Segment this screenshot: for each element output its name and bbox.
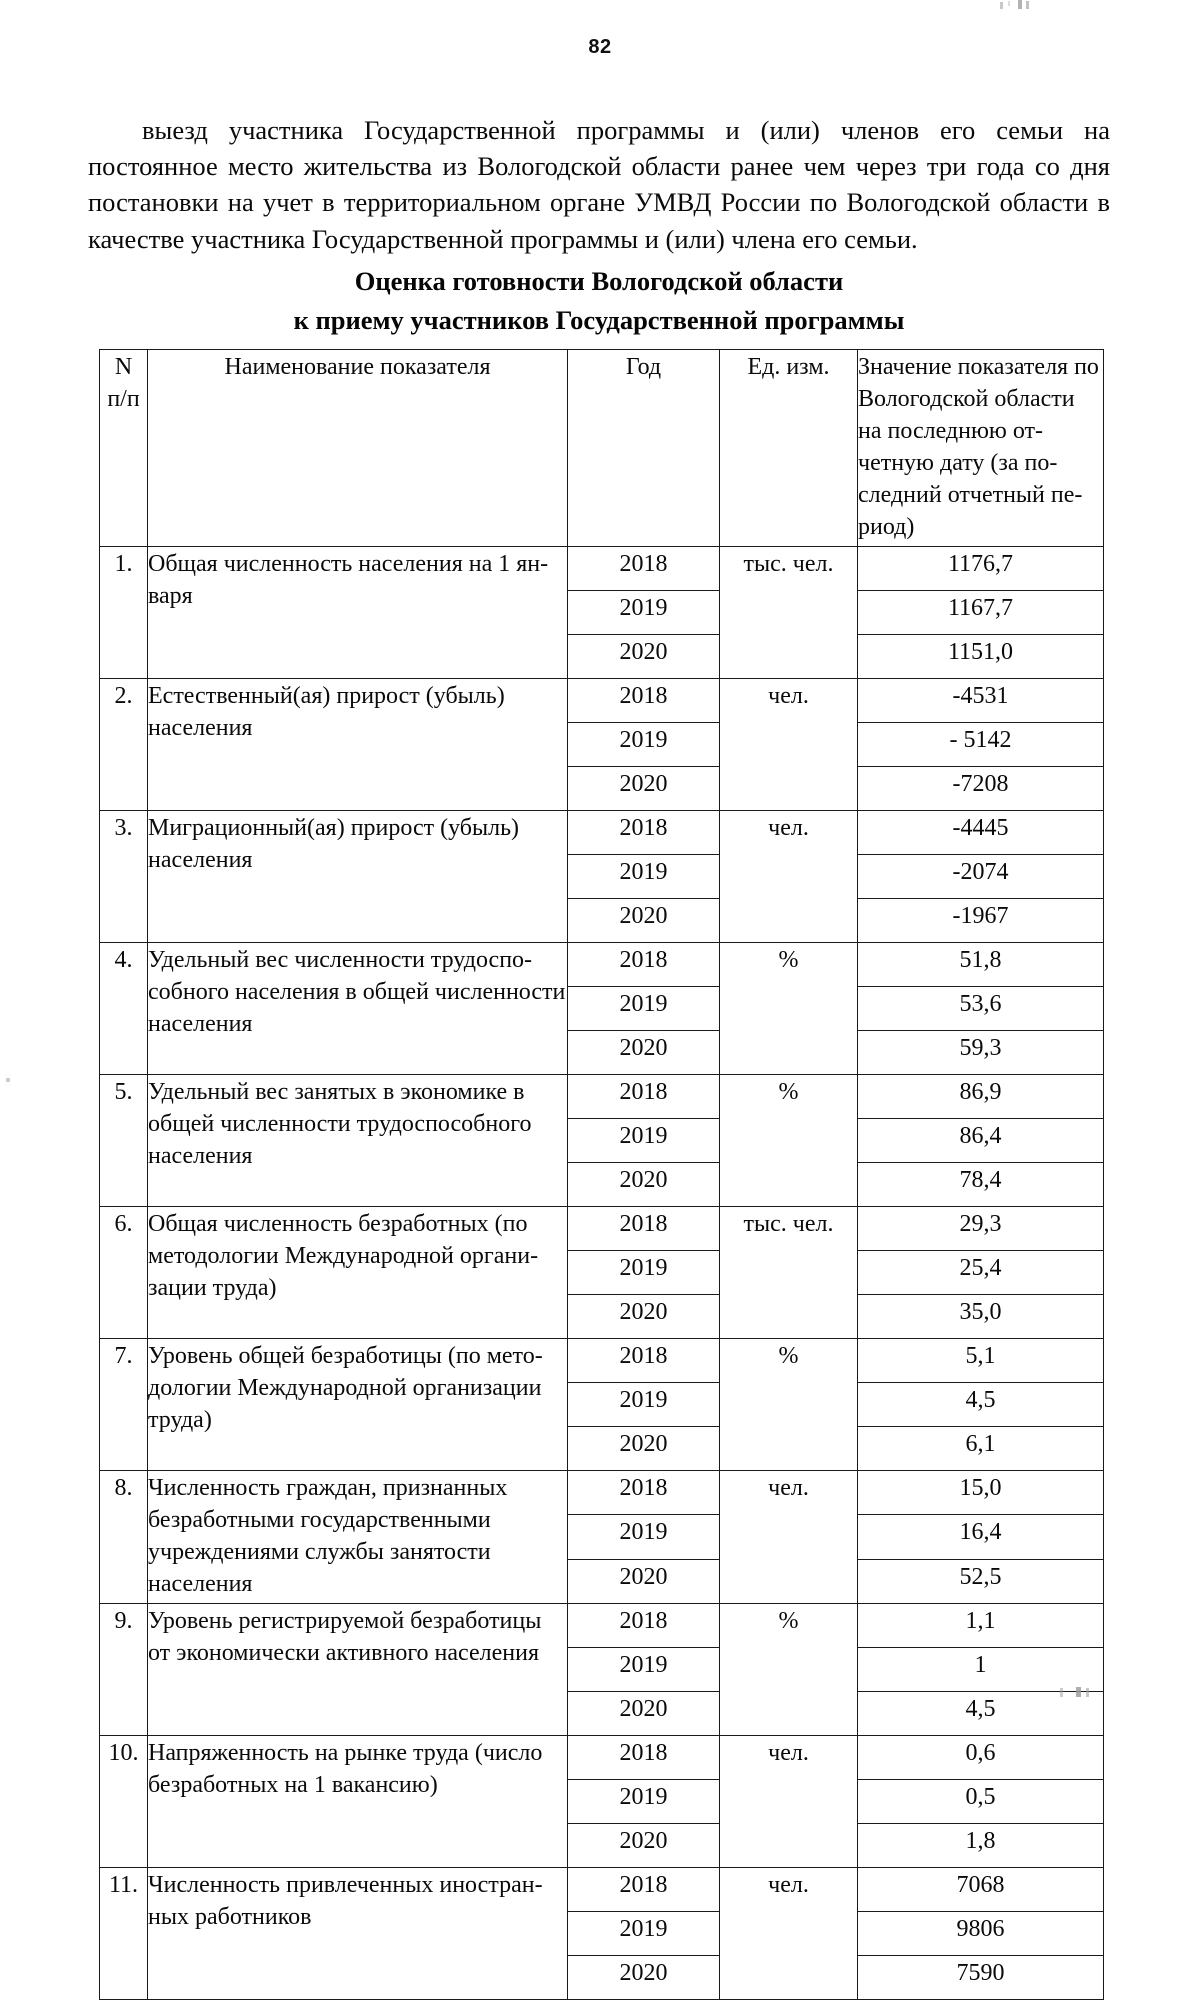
cell-year: 2018 (568, 679, 720, 723)
scan-artifact (1000, 2, 1003, 9)
cell-year: 2019 (568, 1912, 720, 1956)
indicators-table (99, 349, 1104, 2000)
cell-row-number: 2. (100, 679, 148, 811)
cell-row-number: 3. (100, 811, 148, 943)
body-paragraph: выезд участника Государственной программы и (или) членов его семьи на постоянное место жительства из Вологодской области ранее чем через три года со дня постановки на учет в территориальном органе УМВД России по Вологодской области в качестве участника Государственной программы и (или) члена его семьи. (88, 115, 1110, 254)
cell-indicator-name: Уровень регистрируемой безработицы от экономически активного населения (148, 1604, 568, 1736)
cell-row-number: 7. (100, 1339, 148, 1471)
indicators-table-container (99, 349, 1103, 2000)
column-header-number-line1: N (114, 354, 133, 380)
cell-year: 2020 (568, 1031, 720, 1075)
cell-year: 2020 (568, 1692, 720, 1736)
cell-indicator-name: Общая численность безработных (по методологии Международной организации труда) (148, 1207, 568, 1339)
cell-year: 2019 (568, 1251, 720, 1295)
column-header-year: Год (568, 350, 720, 547)
column-header-number-line2: п/п (107, 386, 140, 412)
cell-year: 2019 (568, 1515, 720, 1559)
cell-year: 2019 (568, 987, 720, 1031)
cell-value: -2074 (858, 855, 1104, 899)
cell-unit: чел. (720, 1471, 858, 1604)
cell-row-number: 8. (100, 1471, 148, 1604)
cell-row-number: 11. (100, 1868, 148, 2000)
table-row (100, 547, 1104, 591)
cell-year: 2020 (568, 635, 720, 679)
cell-year: 2019 (568, 723, 720, 767)
cell-value: 29,3 (858, 1207, 1104, 1251)
cell-value: -4531 (858, 679, 1104, 723)
cell-value: 35,0 (858, 1295, 1104, 1339)
cell-value: 86,4 (858, 1119, 1104, 1163)
cell-year: 2020 (568, 1956, 720, 2000)
cell-row-number: 9. (100, 1604, 148, 1736)
cell-row-number: 6. (100, 1207, 148, 1339)
table-row (100, 1207, 1104, 1251)
cell-unit: % (720, 1339, 858, 1471)
cell-unit: % (720, 1604, 858, 1736)
cell-indicator-name: Численность привлеченных иностранных работников (148, 1868, 568, 2000)
cell-year: 2019 (568, 1648, 720, 1692)
cell-year: 2020 (568, 767, 720, 811)
cell-value: 15,0 (858, 1471, 1104, 1515)
page-number: 82 (588, 36, 612, 58)
cell-indicator-name: Миграционный(ая) прирост (убыль) населения (148, 811, 568, 943)
cell-year: 2019 (568, 1119, 720, 1163)
cell-value: 78,4 (858, 1163, 1104, 1207)
cell-value: 7590 (858, 1956, 1104, 2000)
table-row (100, 1075, 1104, 1119)
cell-year: 2018 (568, 943, 720, 987)
cell-year: 2018 (568, 1604, 720, 1648)
cell-value: 86,9 (858, 1075, 1104, 1119)
cell-year: 2019 (568, 1780, 720, 1824)
cell-year: 2020 (568, 1559, 720, 1603)
cell-unit: тыс. чел. (720, 547, 858, 679)
table-body (100, 547, 1104, 2000)
cell-indicator-name: Уровень общей безработицы (по методологии Международной организации труда) (148, 1339, 568, 1471)
cell-row-number: 4. (100, 943, 148, 1075)
cell-indicator-name: Численность граждан, признанных безработными государственными учреждениями службы занятости населения (148, 1471, 568, 1604)
scan-artifact (1076, 1687, 1081, 1697)
cell-year: 2020 (568, 1427, 720, 1471)
cell-unit: % (720, 1075, 858, 1207)
table-row (100, 1471, 1104, 1515)
scan-artifact (6, 1078, 10, 1082)
cell-row-number: 10. (100, 1736, 148, 1868)
cell-value: 1 (858, 1648, 1104, 1692)
table-row (100, 811, 1104, 855)
cell-value: 4,5 (858, 1692, 1104, 1736)
cell-unit: тыс. чел. (720, 1207, 858, 1339)
cell-indicator-name: Напряженность на рынке труда (число безработных на 1 вакансию) (148, 1736, 568, 1868)
table-row (100, 1868, 1104, 1912)
scan-artifact (1086, 1688, 1089, 1697)
page-title (88, 262, 1110, 340)
cell-year: 2018 (568, 1736, 720, 1780)
cell-unit: чел. (720, 679, 858, 811)
page-title-line-2: к приему участников Государственной программы (293, 305, 905, 335)
cell-value: 53,6 (858, 987, 1104, 1031)
column-header-value: Значение показателя по Вологодской области на последнюю отчетную дату (за последний отчетный период) (858, 350, 1104, 547)
cell-value: 51,8 (858, 943, 1104, 987)
scan-artifact (1026, 1, 1029, 9)
cell-year: 2018 (568, 547, 720, 591)
cell-value: 52,5 (858, 1559, 1104, 1603)
cell-value: 0,5 (858, 1780, 1104, 1824)
column-header-unit: Ед. изм. (720, 350, 858, 547)
cell-value: 7068 (858, 1868, 1104, 1912)
cell-value: 1151,0 (858, 635, 1104, 679)
cell-year: 2020 (568, 1163, 720, 1207)
cell-year: 2018 (568, 1207, 720, 1251)
cell-unit: чел. (720, 811, 858, 943)
scan-artifact (1008, 1, 1010, 6)
cell-year: 2018 (568, 1339, 720, 1383)
column-header-number (100, 350, 148, 547)
cell-value: 25,4 (858, 1251, 1104, 1295)
cell-year: 2020 (568, 899, 720, 943)
cell-value: 6,1 (858, 1427, 1104, 1471)
cell-row-number: 1. (100, 547, 148, 679)
cell-value: 1,1 (858, 1604, 1104, 1648)
table-row (100, 679, 1104, 723)
table-row (100, 1604, 1104, 1648)
cell-value: -1967 (858, 899, 1104, 943)
cell-value: 9806 (858, 1912, 1104, 1956)
cell-indicator-name: Естественный(ая) прирост (убыль) населения (148, 679, 568, 811)
cell-unit: чел. (720, 1736, 858, 1868)
cell-year: 2019 (568, 855, 720, 899)
cell-value: 1167,7 (858, 591, 1104, 635)
cell-value: 1176,7 (858, 547, 1104, 591)
cell-unit: чел. (720, 1868, 858, 2000)
column-header-name: Наименование показателя (148, 350, 568, 547)
cell-value: 16,4 (858, 1515, 1104, 1559)
table-header-row (100, 350, 1104, 547)
cell-unit: % (720, 943, 858, 1075)
cell-year: 2018 (568, 811, 720, 855)
cell-value: -4445 (858, 811, 1104, 855)
cell-value: 5,1 (858, 1339, 1104, 1383)
cell-value: 4,5 (858, 1383, 1104, 1427)
cell-year: 2020 (568, 1295, 720, 1339)
cell-row-number: 5. (100, 1075, 148, 1207)
cell-indicator-name: Удельный вес численности трудоспособного населения в общей численности населения (148, 943, 568, 1075)
cell-value: 0,6 (858, 1736, 1104, 1780)
cell-value: 1,8 (858, 1824, 1104, 1868)
cell-year: 2019 (568, 591, 720, 635)
cell-year: 2018 (568, 1471, 720, 1515)
cell-year: 2018 (568, 1868, 720, 1912)
cell-indicator-name: Удельный вес занятых в экономике в общей численности трудоспособного населения (148, 1075, 568, 1207)
table-row (100, 1339, 1104, 1383)
page-title-line-1: Оценка готовности Вологодской области (354, 266, 844, 296)
cell-value: 59,3 (858, 1031, 1104, 1075)
cell-indicator-name: Общая численность населения на 1 января (148, 547, 568, 679)
cell-year: 2018 (568, 1075, 720, 1119)
table-row (100, 943, 1104, 987)
table-row (100, 1736, 1104, 1780)
table-header (100, 350, 1104, 547)
scan-artifact (1018, 0, 1022, 9)
scan-artifact (1060, 1688, 1063, 1697)
cell-year: 2019 (568, 1383, 720, 1427)
cell-value: - 5142 (858, 723, 1104, 767)
cell-value: -7208 (858, 767, 1104, 811)
cell-year: 2020 (568, 1824, 720, 1868)
